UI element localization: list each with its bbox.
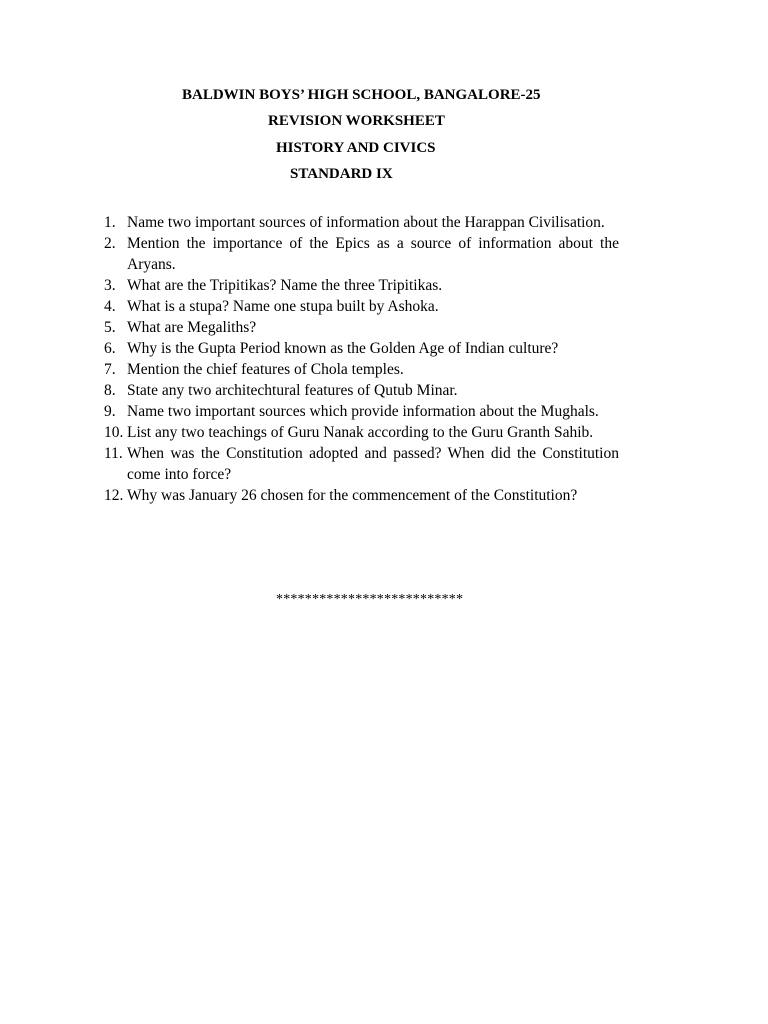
question-number: 7. (104, 361, 116, 378)
question-number: 12. (104, 487, 124, 504)
question-text: When was the Constitution adopted and passed? When did the Constitution come into force? (127, 445, 619, 483)
question-number: 1. (104, 214, 116, 231)
question-number: 2. (104, 235, 116, 252)
question-text: List any two teachings of Guru Nanak according to the Guru Granth Sahib. (127, 424, 594, 441)
worksheet-title: REVISION WORKSHEET (268, 113, 445, 129)
question-text: Mention the importance of the Epics as a source of information about the Aryans. (127, 235, 619, 273)
question-number: 3. (104, 277, 116, 294)
question-text: What are Megaliths? (127, 319, 257, 336)
question-list (104, 212, 619, 506)
question-number: 6. (104, 340, 116, 357)
question-number: 9. (104, 403, 116, 420)
question-item (104, 275, 619, 296)
question-number: 11. (104, 445, 123, 462)
question-item (104, 338, 619, 359)
question-text: Mention the chief features of Chola temples. (127, 361, 404, 378)
question-number: 4. (104, 298, 116, 315)
question-number: 10. (104, 424, 124, 441)
question-text: Why was January 26 chosen for the commencement of the Constitution? (127, 487, 578, 504)
question-item (104, 380, 619, 401)
question-text: What is a stupa? Name one stupa built by Ashoka. (127, 298, 439, 315)
question-item (104, 485, 619, 506)
asterisk-divider: ************************** (276, 592, 464, 607)
question-item (104, 359, 619, 380)
standard-label: STANDARD IX (290, 166, 393, 182)
question-item (104, 422, 619, 443)
question-item (104, 296, 619, 317)
question-number: 8. (104, 382, 116, 399)
school-name: BALDWIN BOYS’ HIGH SCHOOL, BANGALORE-25 (182, 87, 541, 103)
question-item (104, 401, 619, 422)
question-text: Name two important sources which provide information about the Mughals. (127, 403, 599, 420)
subject-title: HISTORY AND CIVICS (276, 140, 436, 156)
question-item (104, 443, 619, 485)
question-text: Why is the Gupta Period known as the Golden Age of Indian culture? (127, 340, 559, 357)
question-text: What are the Tripitikas? Name the three Tripitikas. (127, 277, 443, 294)
question-text: State any two architechtural features of Qutub Minar. (127, 382, 458, 399)
question-number: 5. (104, 319, 116, 336)
question-item (104, 233, 619, 275)
question-text: Name two important sources of information about the Harappan Civilisation. (127, 214, 605, 231)
question-item (104, 212, 619, 233)
question-item (104, 317, 619, 338)
